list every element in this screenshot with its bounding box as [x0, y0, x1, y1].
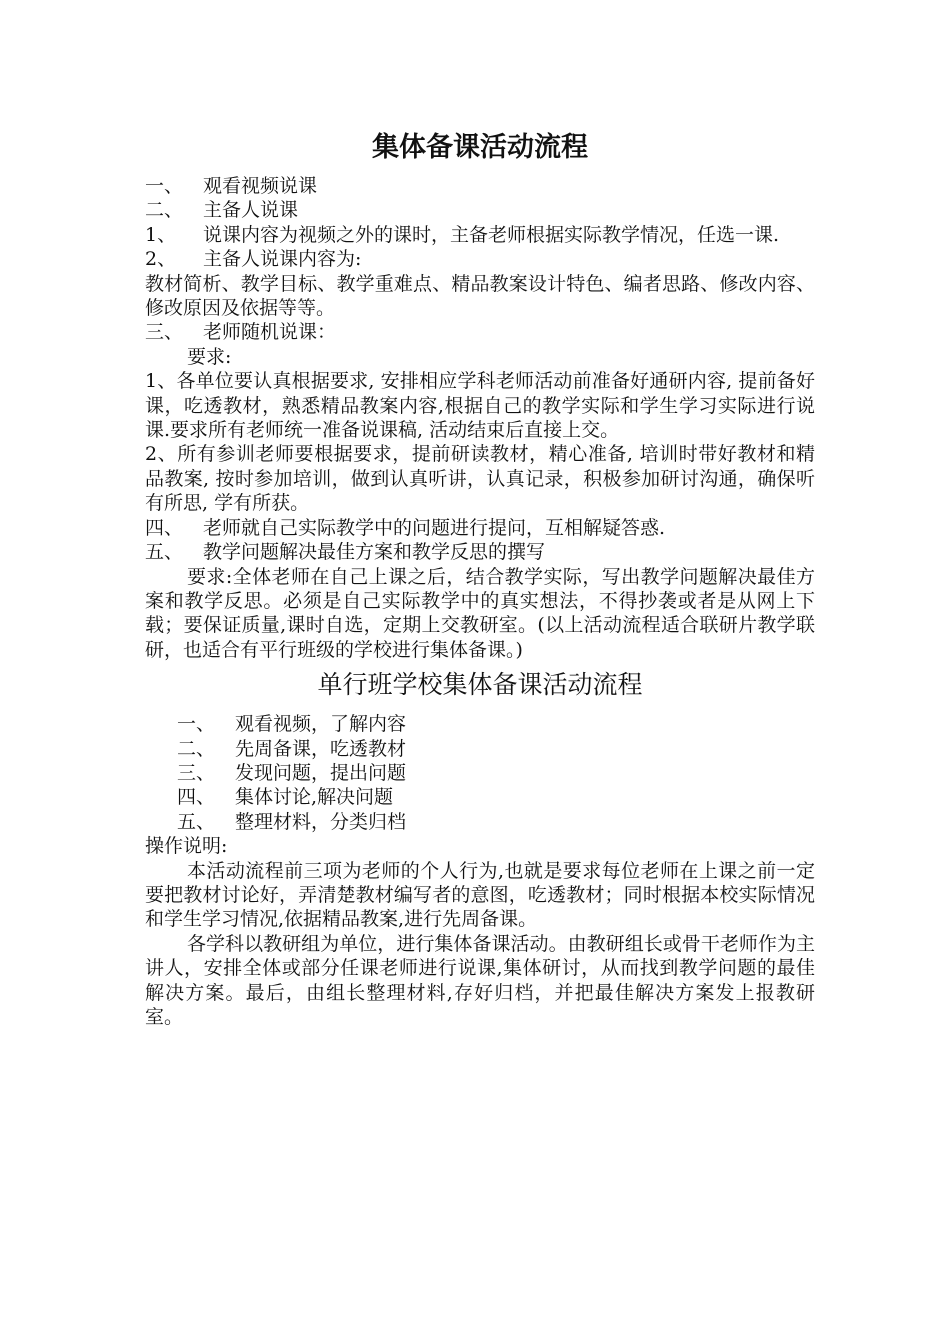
paragraph: 要求:全体老师在自己上课之后，结合教学实际，写出教学问题解决最佳方案和教学反思。必须是自己实际教学中的真实想法，不得抄袭或者是从网上下载；要保证质量,课时自选，定期上交教研室。(以上活动流程适合联研片教学联研，也适合有平行班级的学校进行集体备课。) [145, 565, 815, 661]
list-text: 整理材料，分类归档 [235, 810, 407, 833]
requirement-label: 要求: [187, 345, 232, 368]
list-text: 老师随机说课： [203, 321, 337, 344]
list-item [177, 785, 815, 809]
list-text: 主备人说课内容为: [203, 248, 362, 271]
list-number: 四、 [177, 786, 216, 809]
list-item [145, 320, 815, 344]
list-item [177, 712, 815, 736]
list-text: 主备人说课 [203, 199, 299, 222]
list-number: 四、 [145, 516, 184, 539]
paragraph: 教材简析、教学目标、教学重难点、精品教案设计特色、编者思路、修改内容、修改原因及依据等等。 [145, 272, 815, 320]
list-item [177, 737, 815, 761]
operation-label: 操作说明: [145, 835, 228, 858]
list-text: 教学问题解决最佳方案和教学反思的撰写 [203, 541, 546, 564]
list-item [145, 516, 815, 540]
list-number: 五、 [177, 810, 216, 833]
step-list [145, 712, 815, 834]
section-title: 单行班学校集体备课活动流程 [317, 670, 643, 700]
list-text: 观看视频，了解内容 [235, 713, 407, 736]
list-text: 先周备课，吃透教材 [235, 737, 407, 760]
list-item [177, 761, 815, 785]
sub-item-2 [145, 247, 815, 271]
paragraph: 各学科以教研组为单位，进行集体备课活动。由教研组长或骨干老师作为主讲人，安排全体或部分任课老师进行说课,集体研讨，从而找到教学问题的最佳解决方案。最后，由组长整理材料,存好归档，并把最佳解决方案发上报教研室。 [145, 932, 815, 1028]
list-text: 说课内容为视频之外的课时，主备老师根据实际教学情况，任选一课. [203, 223, 780, 246]
list-item [145, 198, 815, 222]
list-text: 老师就自己实际教学中的问题进行提问，互相解疑答惑. [203, 516, 666, 539]
paragraph: 1、各单位要认真根据要求, 安排相应学科老师活动前准备好通研内容, 提前备好课，吃透教材，熟悉精品教案内容,根据自己的教学实际和学生学习实际进行说课.要求所有老师统一准备说课稿, 活动结束后直接上交。 [145, 370, 815, 442]
list-text: 发现问题，提出问题 [235, 761, 407, 784]
list-text: 集体讨论,解决问题 [235, 786, 394, 809]
paragraph: 2、所有参训老师要根据要求，提前研读教材，精心准备, 培训时带好教材和精品教案, 按时参加培训，做到认真听讲，认真记录，积极参加研讨沟通，确保听有所思, 学有所获。 [145, 443, 815, 515]
list-item [177, 810, 815, 834]
list-number: 五、 [145, 541, 184, 564]
list-number: 三、 [177, 761, 216, 784]
sub-item-1 [145, 223, 815, 247]
document-page [145, 128, 815, 1029]
list-number: 二、 [145, 199, 184, 222]
list-number: 二、 [177, 737, 216, 760]
list-number: 三、 [145, 321, 184, 344]
list-number: 一、 [177, 713, 216, 736]
list-item [145, 174, 815, 198]
list-number: 2、 [145, 248, 177, 271]
list-number: 1、 [145, 223, 177, 246]
list-item [145, 540, 815, 564]
document-title: 集体备课活动流程 [372, 132, 588, 163]
list-text: 观看视频说课 [203, 175, 318, 197]
list-number: 一、 [145, 175, 184, 197]
paragraph: 本活动流程前三项为老师的个人行为,也就是要求每位老师在上课之前一定要把教材讨论好，弄清楚教材编写者的意图，吃透教材；同时根据本校实际情况和学生学习情况,依据精品教案,进行先周备课。 [145, 859, 815, 931]
